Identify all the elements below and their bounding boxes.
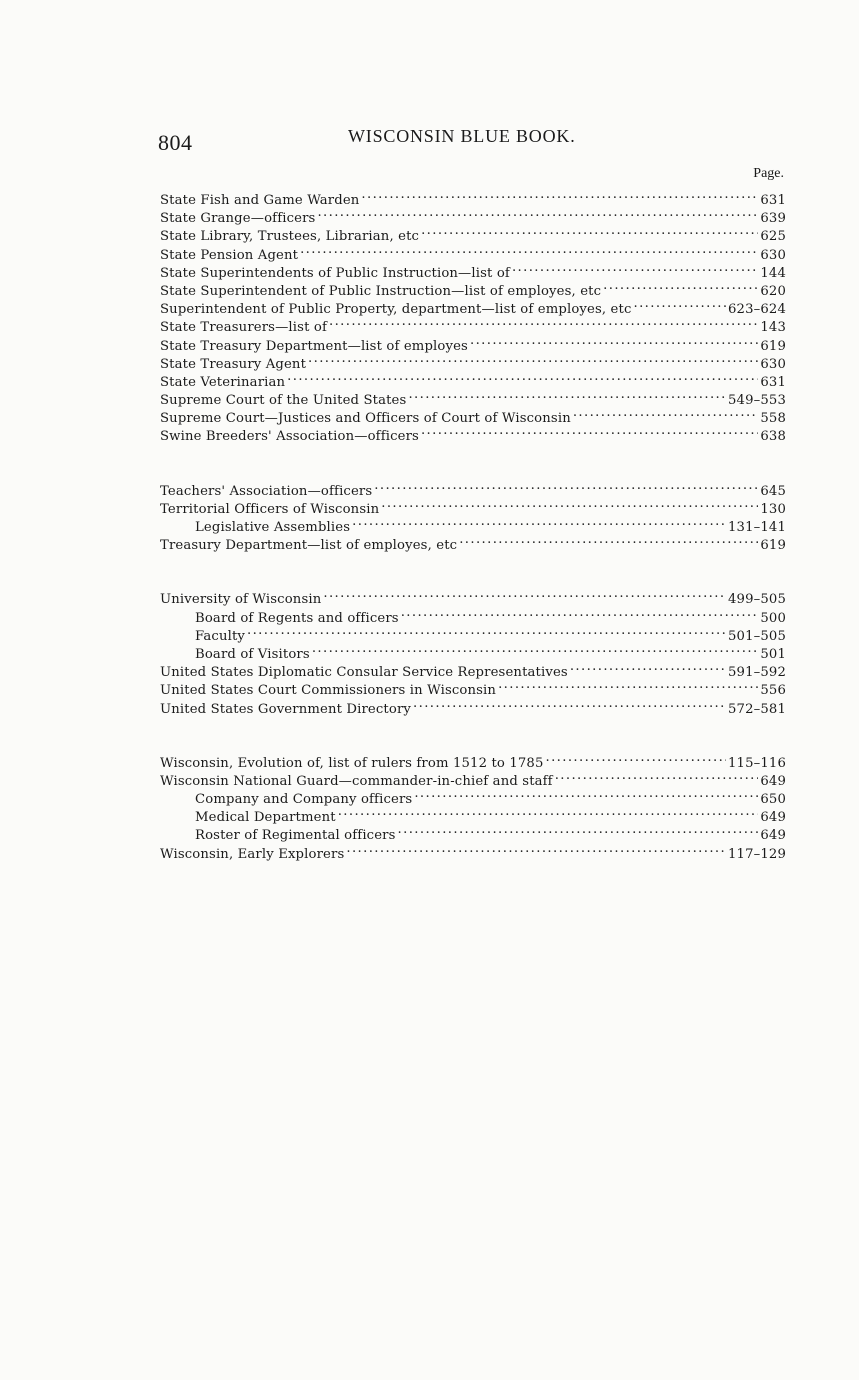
- dot-leader: [308, 350, 758, 368]
- entry-page: 620: [760, 283, 786, 299]
- entry-label: University of Wisconsin: [160, 592, 322, 608]
- index-entry: [160, 749, 786, 771]
- entry-label: Wisconsin National Guard—commander-in-chief and staff: [160, 773, 553, 789]
- entry-label: State Grange—officers: [160, 211, 316, 227]
- entry-page: 631: [760, 374, 786, 390]
- index-entry: [160, 477, 786, 499]
- dot-leader: [498, 676, 758, 694]
- entry-label: Swine Breeders' Association—officers: [160, 429, 419, 445]
- running-title: WISCONSIN BLUE BOOK.: [348, 126, 576, 146]
- entry-label: State Pension Agent: [160, 247, 299, 263]
- entry-label: Supreme Court of the United States: [160, 393, 407, 409]
- index-entry: [160, 585, 786, 608]
- dot-leader: [459, 531, 758, 549]
- entry-label: Treasury Department—list of employes, etc: [160, 538, 458, 554]
- entry-page: 619: [760, 338, 786, 354]
- dot-leader: [329, 313, 758, 331]
- entry-label: State Superintendent of Public Instruction—list of employes, etc: [160, 283, 602, 299]
- entry-page: 131–141: [728, 520, 786, 535]
- entry-page: 649: [760, 828, 786, 844]
- entry-page: 556: [760, 683, 786, 699]
- entry-label: Roster of Regimental officers: [195, 828, 396, 844]
- entry-label: Wisconsin, Early Explorers: [160, 846, 345, 862]
- entry-page: 130: [760, 501, 786, 517]
- dot-leader: [512, 259, 758, 277]
- entry-page: 500: [760, 610, 786, 626]
- dot-leader: [323, 585, 726, 603]
- entry-label: State Treasury Agent: [160, 356, 307, 372]
- page-header: [158, 126, 786, 158]
- entry-label: Superintendent of Public Property, department—list of employes, etc: [160, 302, 632, 318]
- entry-label: State Fish and Game Warden: [160, 193, 360, 208]
- entry-page: 501–505: [728, 628, 786, 644]
- index-list: [160, 186, 786, 862]
- entry-label: Legislative Assemblies: [195, 520, 351, 535]
- dot-leader: [401, 604, 759, 622]
- entry-label: Company and Company officers: [195, 792, 413, 808]
- entry-page: 638: [760, 429, 786, 445]
- index-entry: [160, 186, 786, 208]
- entry-page: 501: [760, 646, 786, 662]
- entry-page: 558: [760, 411, 786, 427]
- page-column-label: Page.: [753, 166, 784, 181]
- entry-label: United States Diplomatic Consular Service Representatives: [160, 665, 568, 681]
- dot-leader: [573, 404, 759, 422]
- dot-leader: [374, 477, 758, 495]
- index-subentry: [160, 622, 786, 644]
- entry-label: State Library, Trustees, Librarian, etc: [160, 229, 420, 245]
- dot-leader: [346, 840, 726, 858]
- dot-leader: [603, 277, 758, 295]
- entry-page: 115–116: [728, 755, 786, 771]
- index-subentry: [160, 640, 786, 662]
- dot-leader: [381, 495, 758, 513]
- entry-label: Medical Department: [195, 810, 336, 826]
- entry-page: 649: [760, 773, 786, 789]
- entry-page: 591–592: [728, 665, 786, 681]
- dot-leader: [421, 422, 758, 440]
- dot-leader: [546, 749, 727, 767]
- dot-leader: [317, 204, 758, 222]
- dot-leader: [247, 622, 726, 640]
- dot-leader: [470, 332, 758, 350]
- entry-page: 630: [760, 356, 786, 372]
- entry-page: 143: [760, 320, 786, 336]
- entry-label: Territorial Officers of Wisconsin: [160, 501, 380, 517]
- dot-leader: [421, 222, 758, 240]
- entry-page: 572–581: [728, 701, 786, 717]
- entry-page: 631: [760, 193, 786, 208]
- dot-leader: [312, 640, 759, 658]
- entry-page: 549–553: [728, 393, 786, 409]
- entry-label: United States Government Directory: [160, 701, 412, 717]
- entry-label: Supreme Court—Justices and Officers of Court of Wisconsin: [160, 411, 571, 427]
- index-group: [160, 477, 786, 554]
- entry-page: 645: [760, 483, 786, 499]
- page-number: 804: [158, 130, 193, 155]
- entry-label: Wisconsin, Evolution of, list of rulers from 1512 to 1785: [160, 755, 544, 771]
- dot-leader: [414, 785, 758, 803]
- dot-leader: [555, 767, 759, 785]
- entry-label: State Treasury Department—list of employes: [160, 338, 468, 354]
- entry-page: 650: [760, 792, 786, 808]
- entry-page: 623–624: [728, 302, 786, 318]
- dot-leader: [287, 368, 758, 386]
- entry-label: Teachers' Association—officers: [160, 483, 373, 499]
- dot-leader: [338, 803, 759, 821]
- entry-label: United States Court Commissioners in Wisconsin: [160, 683, 497, 699]
- index-group: [160, 585, 786, 717]
- entry-page: 625: [760, 229, 786, 245]
- entry-page: 630: [760, 247, 786, 263]
- dot-leader: [634, 295, 726, 313]
- entry-page: 649: [760, 810, 786, 826]
- entry-page: 499–505: [728, 592, 786, 608]
- dot-leader: [408, 386, 726, 404]
- dot-leader: [300, 241, 758, 259]
- entry-label: Faculty: [195, 628, 246, 644]
- entry-label: Board of Visitors: [195, 646, 310, 662]
- entry-page: 619: [760, 538, 786, 554]
- entry-label: State Treasurers—list of: [160, 320, 328, 336]
- entry-label: State Veterinarian: [160, 374, 286, 390]
- dot-leader: [413, 695, 726, 713]
- index-group: [160, 749, 786, 862]
- entry-label: Board of Regents and officers: [195, 610, 399, 626]
- entry-page: 117–129: [728, 846, 786, 862]
- dot-leader: [352, 513, 726, 531]
- dot-leader: [570, 658, 726, 676]
- entry-label: State Superintendents of Public Instruction—list of: [160, 265, 510, 281]
- dot-leader: [398, 821, 759, 839]
- entry-page: 144: [760, 265, 786, 281]
- index-group: [160, 186, 786, 445]
- dot-leader: [361, 186, 758, 204]
- entry-page: 639: [760, 211, 786, 227]
